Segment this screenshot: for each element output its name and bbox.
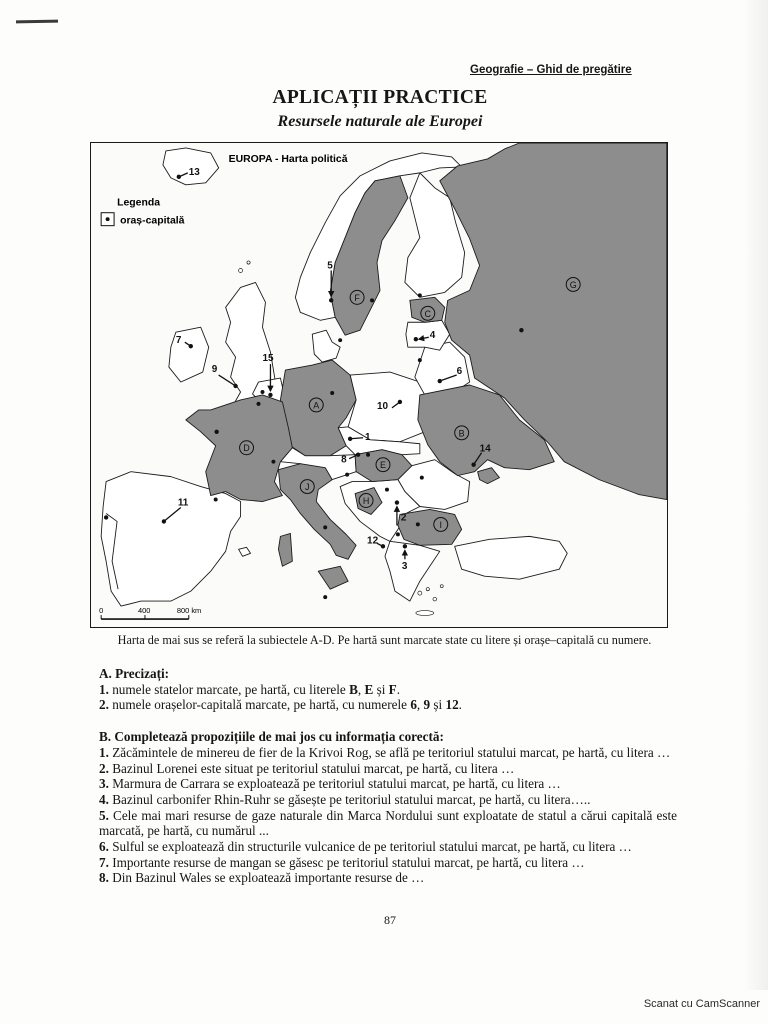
state-letter-j: J bbox=[305, 482, 310, 493]
item-text: Zăcămintele de minereu de fier de la Krivoi Rog, se află pe teritoriul statului marcat, pe hartă, cu litera … bbox=[108, 744, 671, 760]
state-i-shape bbox=[398, 509, 462, 545]
item-text: Importante resurse de mangan se găsesc pe teritoriul statului marcat, pe hartă, cu litera … bbox=[108, 854, 585, 870]
page-title: APLICAȚII PRACTICE bbox=[272, 87, 488, 108]
capital-number-7: 7 bbox=[175, 335, 182, 347]
exercise-content bbox=[99, 666, 677, 886]
capital-number-11: 11 bbox=[177, 497, 189, 509]
section-b-item-8 bbox=[99, 870, 677, 886]
item-separator: și bbox=[373, 681, 389, 697]
scan-edge-shadow bbox=[744, 0, 768, 990]
scan-corner-mark bbox=[16, 20, 58, 24]
item-letter: B bbox=[349, 681, 358, 697]
capital-number-8: 8 bbox=[341, 454, 347, 466]
section-b-item-1 bbox=[99, 745, 677, 761]
section-a-item-1 bbox=[99, 682, 677, 698]
scale-mid-label: 400 bbox=[137, 606, 151, 616]
item-text: Sulful se exploatează din structurile vulcanice de pe teritoriul statului marcat, pe hartă, cu litera … bbox=[108, 839, 632, 855]
ireland-shape bbox=[169, 327, 209, 382]
item-city-number: 6 bbox=[410, 697, 417, 713]
capital-number-12: 12 bbox=[367, 535, 379, 547]
crimea-shape bbox=[478, 468, 500, 484]
item-city-number: 12 bbox=[445, 697, 459, 713]
state-letter-d: D bbox=[243, 443, 250, 454]
scale-bar bbox=[99, 606, 201, 619]
page-number: 87 bbox=[384, 913, 396, 927]
section-b-heading: B. Completează propozițiile de mai jos cu informația corectă: bbox=[99, 729, 444, 745]
capital-number-9: 9 bbox=[211, 364, 218, 376]
state-letter-b: B bbox=[458, 428, 465, 439]
capital-number-1: 1 bbox=[365, 431, 371, 443]
section-b-item-7 bbox=[99, 855, 677, 871]
item-number: 2. bbox=[99, 697, 109, 713]
balearic-shape bbox=[239, 547, 251, 556]
turkey-shape bbox=[455, 536, 568, 579]
capital-number-5: 5 bbox=[327, 260, 333, 272]
section-b-item-6 bbox=[99, 839, 677, 855]
state-letter-c: C bbox=[424, 308, 432, 319]
item-number: 2. bbox=[99, 760, 109, 776]
map-caption: Harta de mai sus se referă la subiectele A-D. Pe hartă sunt marcate state cu litere și orașe–capitală cu numere. bbox=[117, 633, 652, 647]
item-separator: , bbox=[416, 697, 424, 713]
item-end: . bbox=[396, 681, 401, 697]
capital-number-4: 4 bbox=[429, 330, 436, 342]
sardinia-shape bbox=[278, 533, 292, 566]
legend-capital-label: oraș-capitală bbox=[120, 215, 185, 227]
state-letter-f: F bbox=[354, 292, 360, 303]
item-text: Din Bazinul Wales se exploatează importante resurse de … bbox=[108, 870, 425, 886]
legend-title: Legenda bbox=[117, 197, 161, 209]
section-a-heading: A. Precizați: bbox=[99, 666, 170, 681]
state-letter-g: G bbox=[569, 279, 577, 290]
item-number: 1. bbox=[99, 744, 109, 760]
greece-shape bbox=[385, 541, 440, 601]
scale-start-label: 0 bbox=[99, 606, 104, 616]
section-b-item-2 bbox=[99, 761, 677, 777]
item-number: 6. bbox=[99, 839, 109, 855]
legend-capital-dot bbox=[106, 217, 110, 221]
map-title: EUROPA - Harta politică bbox=[228, 153, 348, 165]
section-b-item-3 bbox=[99, 776, 677, 792]
page-subtitle: Resursele naturale ale Europei bbox=[277, 113, 483, 130]
item-number: 3. bbox=[99, 776, 109, 792]
state-letter-a: A bbox=[313, 400, 320, 411]
section-a-item-2 bbox=[99, 697, 677, 713]
item-city-number: 9 bbox=[423, 697, 431, 713]
capital-number-6: 6 bbox=[456, 366, 463, 378]
section-b-item-4 bbox=[99, 792, 677, 808]
item-letter: F bbox=[388, 681, 397, 697]
item-number: 1. bbox=[99, 681, 109, 697]
item-separator: , bbox=[357, 681, 365, 697]
capital-number-2: 2 bbox=[400, 512, 407, 524]
item-number: 5. bbox=[99, 807, 109, 823]
state-letter-e: E bbox=[379, 460, 386, 471]
country-shapes bbox=[101, 143, 667, 606]
item-text: Marmura de Carrara se exploatează pe teritoriul statului marcat, pe hartă, cu litera … bbox=[108, 776, 561, 792]
europe-map bbox=[91, 143, 667, 627]
item-number: 7. bbox=[99, 854, 109, 870]
item-number: 4. bbox=[99, 791, 109, 807]
item-text: Bazinul carbonifer Rhin-Ruhr se găsește pe teritoriul statului marcat, pe hartă, cu litera….. bbox=[108, 791, 591, 807]
item-text: numele statelor marcate, pe hartă, cu literele bbox=[108, 681, 350, 697]
item-number: 8. bbox=[99, 870, 109, 886]
scale-end-label: 800 km bbox=[176, 606, 202, 616]
state-letter-i: I bbox=[439, 519, 442, 530]
denmark-shape bbox=[312, 330, 340, 362]
sicily-shape bbox=[318, 566, 348, 589]
running-header: Geografie – Ghid de pregătire bbox=[470, 64, 632, 76]
state-letter-h: H bbox=[362, 496, 370, 507]
section-b-item-5 bbox=[99, 808, 677, 839]
capital-number-15: 15 bbox=[262, 353, 274, 365]
item-text: Cele mai mari resurse de gaze naturale din Marca Nordului sunt exploatate de statul a cărui capitală este marcată, pe hartă, cu numărul ... bbox=[99, 807, 677, 839]
capital-number-10: 10 bbox=[377, 400, 389, 412]
item-letter: E bbox=[364, 681, 374, 697]
item-text: numele orașelor-capitală marcate, pe hartă, cu numerele bbox=[108, 697, 411, 713]
capital-number-13: 13 bbox=[188, 166, 200, 178]
item-separator: și bbox=[430, 697, 446, 713]
state-d-shape bbox=[186, 395, 293, 502]
scanner-watermark: Scanat cu CamScanner bbox=[643, 998, 760, 1010]
map-figure bbox=[90, 142, 668, 628]
item-text: Bazinul Lorenei este situat pe teritoriul statului marcat, pe hartă, cu litera … bbox=[108, 760, 515, 776]
capital-number-3: 3 bbox=[401, 561, 408, 573]
capital-number-14: 14 bbox=[479, 443, 491, 455]
item-end: . bbox=[458, 697, 462, 713]
